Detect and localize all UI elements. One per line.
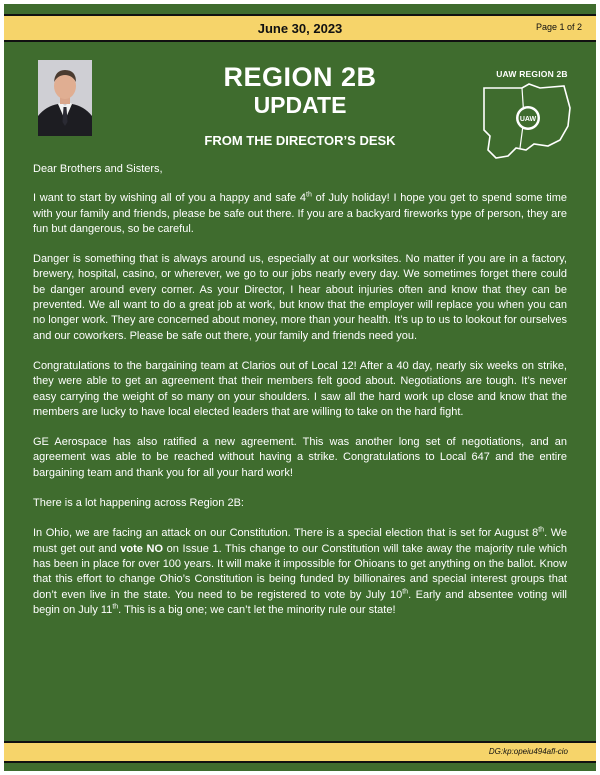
logo-badge: UAW <box>519 116 537 123</box>
uaw-region-logo <box>474 64 584 164</box>
paragraph-safety: Danger is something that is always around us, especially at our worksites. No matter if you are in a factory, brewery, hospital, casino, or wherever, we go to our jobs nearly every day. We sometimes forget there could be danger around every corner. As your Director, I hear about injuries often and know that they can be prevented. We all want to do a great job at work, but know that the employer will replace you when you can no longer work. They are concerned about money, more than your health. It’s up to us to lookout for ourselves and our coworkers. Please be safe out there, your family and friends need you. <box>33 253 567 342</box>
page-number: Page 1 of 2 <box>535 22 582 32</box>
newsletter-title: REGION 2B <box>223 62 377 92</box>
newsletter-page <box>4 4 596 771</box>
newsletter-title-line2: UPDATE <box>253 92 347 118</box>
salutation: Dear Brothers and Sisters, <box>33 163 163 175</box>
footer-bar <box>4 741 596 763</box>
paragraph-clarios: Congratulations to the bargaining team at Clarios out of Local 12! After a 40 day, nearly six weeks on strike, they were able to get an agreement that their members felt good about. Negotiations are tough. It’s never easy carrying the weight of so many on your shoulders. I saw all the hard work up close and know that the members are lucky to have local elected leaders that are willing to take on the hard fight. <box>33 359 567 418</box>
header-bar <box>4 14 596 42</box>
paragraph-ohio-issue1: In Ohio, we are facing an attack on our Constitution. There is a special election that is set for August 8th. We must get out and vote NO on Issue 1. This change to our Constitution will take away the majority rule which has been in place for over 100 years. It will make it impossible for Ohioans to get anything on the ballot. Know that this effort to change Ohio’s Constitution is being funded by billionaires and special interest groups that don’t even live in the state. You need to be registered to vote by July 10th. Early and absentee voting will begin on July 11th. This is a big one; we can’t let the minority rule our state! <box>33 526 567 616</box>
ohio-indiana-map-icon <box>474 78 584 164</box>
issue-date: June 30, 2023 <box>257 21 343 36</box>
section-subtitle: FROM THE DIRECTOR’S DESK <box>204 133 396 148</box>
letter-body <box>33 162 567 633</box>
union-code: DG:kp:opeiu494afl-cio <box>488 747 568 756</box>
paragraph-region-intro: There is a lot happening across Region 2B: <box>33 497 244 510</box>
logo-text: UAW REGION 2B <box>496 69 568 79</box>
paragraph-ge-aerospace: GE Aerospace has also ratified a new agreement. This was another long set of negotiations, and an agreement was able to be reached without having a strike. Congratulations to Local 647 and the entire bargaining team and thank you for all your hard work! <box>33 436 567 479</box>
paragraph-holiday: I want to start by wishing all of you a happy and safe 4th of July holiday! I hope you get to spend some time with your family and friends, please be safe out there. If you are a backyard fireworks type of person, they are fun but dangerous, so be careful. <box>33 191 567 235</box>
